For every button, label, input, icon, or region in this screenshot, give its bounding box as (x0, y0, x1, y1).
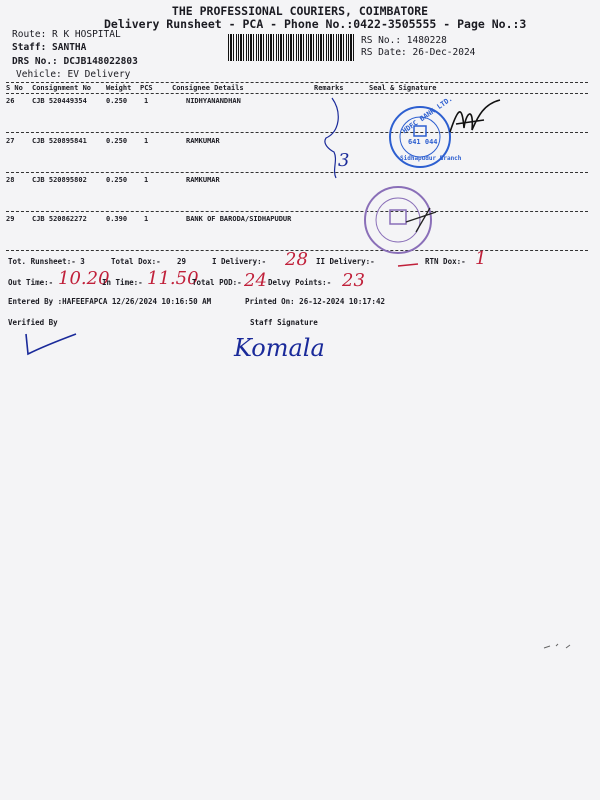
verified-by-label: Verified By (8, 318, 58, 327)
row-consignment: CJB 520449354 (32, 97, 87, 105)
company-title: THE PROFESSIONAL COURIERS, COIMBATORE (171, 4, 429, 18)
col-consignee-header: Consignee Details (172, 84, 244, 92)
rtn-dox-label: RTN Dox:- (425, 257, 466, 266)
runsheet-subtitle: Delivery Runsheet - PCA - Phone No.:0422-3505555 - Page No.:3 (104, 17, 527, 31)
in-time-label: In Time:- (102, 278, 143, 287)
table-rule (6, 172, 588, 173)
col-seal-header: Seal & Signature (369, 84, 437, 92)
col-consignment-header: Consignment No (32, 84, 92, 92)
table-rule (6, 82, 588, 83)
row-consignee: RAMKUMAR (186, 137, 220, 145)
in-time-handwritten: 11.50 (147, 268, 199, 289)
staff-signature-label: Staff Signature (250, 318, 318, 327)
drs-number: DRS No.: DCJB148022803 (12, 56, 138, 67)
row-consignee: BANK OF BARODA/SIDHAPUDUR (186, 215, 292, 223)
out-time-label: Out Time:- (8, 278, 54, 287)
page-speck (542, 640, 578, 652)
printed-on: Printed On: 26-12-2024 10:17:42 (245, 297, 385, 306)
row-weight: 0.390 (106, 215, 128, 223)
row-weight: 0.250 (106, 97, 128, 105)
row-sno: 26 (6, 97, 15, 105)
table-rule (6, 211, 588, 212)
total-dox-label: Total Dox:- (111, 257, 161, 266)
col-weight-header: Weight (106, 84, 132, 92)
row-sno: 29 (6, 215, 15, 223)
barcode (228, 34, 355, 61)
signature-scribble (444, 98, 504, 142)
rtn-dox-handwritten: 1 (475, 248, 487, 269)
staff-label: Staff: SANTHA (12, 42, 87, 53)
stamp-branch: Sidhapudur Branch (400, 155, 462, 162)
row-sno: 27 (6, 137, 15, 145)
row-weight: 0.250 (106, 176, 128, 184)
remarks-handwritten-number: 3 (338, 150, 350, 171)
delvy-points-handwritten: 23 (342, 270, 365, 291)
row-pcs: 1 (144, 215, 149, 223)
col-pcs-header: PCS (140, 84, 153, 92)
row-consignment: CJB 520895841 (32, 137, 87, 145)
verified-by-mark (20, 330, 80, 358)
col-remarks-header: Remarks (314, 84, 344, 92)
stamp-bank-name: HDFC BANK LTD. (401, 94, 454, 136)
rs-date: RS Date: 26-Dec-2024 (361, 47, 476, 58)
delvy-points-label: Delvy Points:- (268, 278, 332, 287)
total-dox-value: 29 (177, 257, 187, 266)
col-sno-header: S No (6, 84, 23, 92)
staff-signature-handwritten: Komala (234, 334, 325, 362)
row-consignment: CJB 520895802 (32, 176, 87, 184)
row-pcs: 1 (144, 176, 149, 184)
row-consignee: NIDHYANANDHAN (186, 97, 241, 105)
row-consignment: CJB 520862272 (32, 215, 87, 223)
i-delivery-handwritten: 28 (285, 249, 308, 270)
stamp-pincode: 641 044 (408, 138, 438, 146)
bank-of-baroda-seal (356, 182, 442, 256)
row-weight: 0.250 (106, 137, 128, 145)
out-time-handwritten: 10.20 (58, 268, 110, 289)
total-pod-label: Total POD:- (192, 278, 242, 287)
row-pcs: 1 (144, 137, 149, 145)
rs-number: RS No.: 1480228 (361, 35, 447, 46)
entered-by: Entered By :HAFEEFAPCA 12/26/2024 10:16:50 AM (8, 297, 212, 306)
ii-delivery-dash (396, 260, 420, 270)
row-pcs: 1 (144, 97, 149, 105)
ii-delivery-label: II Delivery:- (316, 257, 375, 266)
table-rule (6, 93, 588, 94)
i-delivery-label: I Delivery:- (212, 257, 267, 266)
row-consignee: RAMKUMAR (186, 176, 220, 184)
vehicle-label: Vehicle: EV Delivery (16, 69, 131, 80)
tot-runsheet: Tot. Runsheet:- 3 (8, 257, 85, 266)
route-label: Route: R K HOSPITAL (12, 29, 121, 40)
total-pod-handwritten: 24 (244, 270, 267, 291)
row-sno: 28 (6, 176, 15, 184)
